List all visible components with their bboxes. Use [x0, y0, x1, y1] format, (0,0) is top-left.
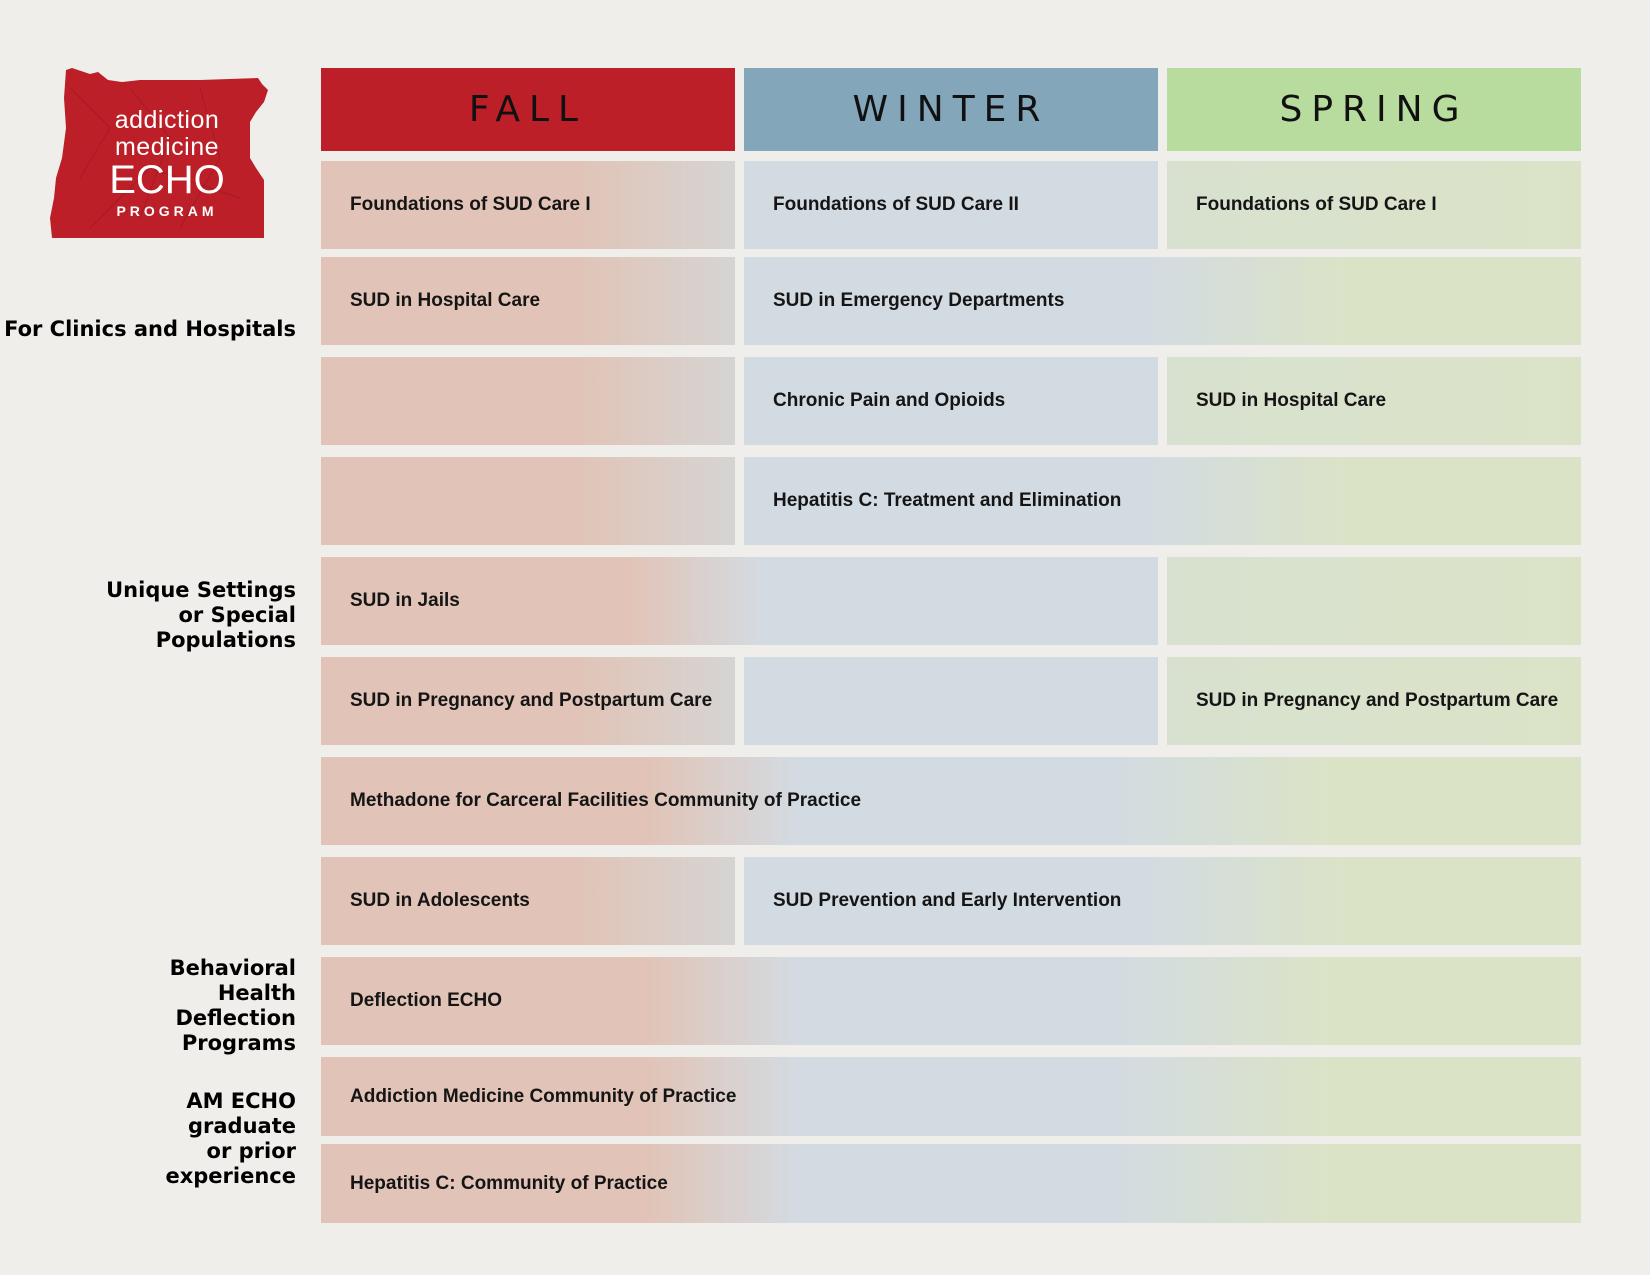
- program-cell: Foundations of SUD Care II: [744, 161, 1158, 249]
- program-cell: SUD in Emergency Departments: [744, 257, 1581, 345]
- season-header-winter: WINTER: [744, 68, 1158, 151]
- logo-word-echo: ECHO: [109, 158, 225, 202]
- category-clinics-hospitals: For Clinics and Hospitals: [4, 317, 296, 341]
- category-unique-settings: Unique Settings or Special Populations: [106, 578, 296, 652]
- program-cell-empty: [744, 657, 1158, 745]
- program-cell: Hepatitis C: Treatment and Elimination: [744, 457, 1581, 545]
- category-graduate-experience: AM ECHO graduate or prior experience: [165, 1089, 296, 1188]
- logo-word-medicine: medicine: [114, 133, 220, 161]
- program-logo: [50, 68, 280, 240]
- program-cell: Deflection ECHO: [321, 957, 1581, 1045]
- program-cell: Chronic Pain and Opioids: [744, 357, 1158, 445]
- program-cell: SUD in Jails: [321, 557, 1158, 645]
- season-header-spring: SPRING: [1167, 68, 1581, 151]
- program-cell: SUD in Adolescents: [321, 857, 735, 945]
- program-cell: Methadone for Carceral Facilities Community of Practice: [321, 757, 1581, 845]
- program-cell: Hepatitis C: Community of Practice: [321, 1144, 1581, 1223]
- logo-word-addiction: addiction: [114, 106, 220, 134]
- program-cell: SUD in Hospital Care: [1167, 357, 1581, 445]
- program-cell: Foundations of SUD Care I: [321, 161, 735, 249]
- program-cell: SUD Prevention and Early Intervention: [744, 857, 1581, 945]
- program-cell: SUD in Pregnancy and Postpartum Care: [321, 657, 735, 745]
- program-cell: SUD in Hospital Care: [321, 257, 735, 345]
- category-deflection-programs: Behavioral Health Deflection Programs: [169, 956, 296, 1055]
- program-cell: SUD in Pregnancy and Postpartum Care: [1167, 657, 1581, 745]
- program-cell: Foundations of SUD Care I: [1167, 161, 1581, 249]
- logo-word-program: PROGRAM: [116, 203, 218, 219]
- season-header-fall: FALL: [321, 68, 735, 151]
- program-cell: Addiction Medicine Community of Practice: [321, 1057, 1581, 1136]
- program-cell-empty: [1167, 557, 1581, 645]
- program-cell-empty: [321, 457, 735, 545]
- program-cell-empty: [321, 357, 735, 445]
